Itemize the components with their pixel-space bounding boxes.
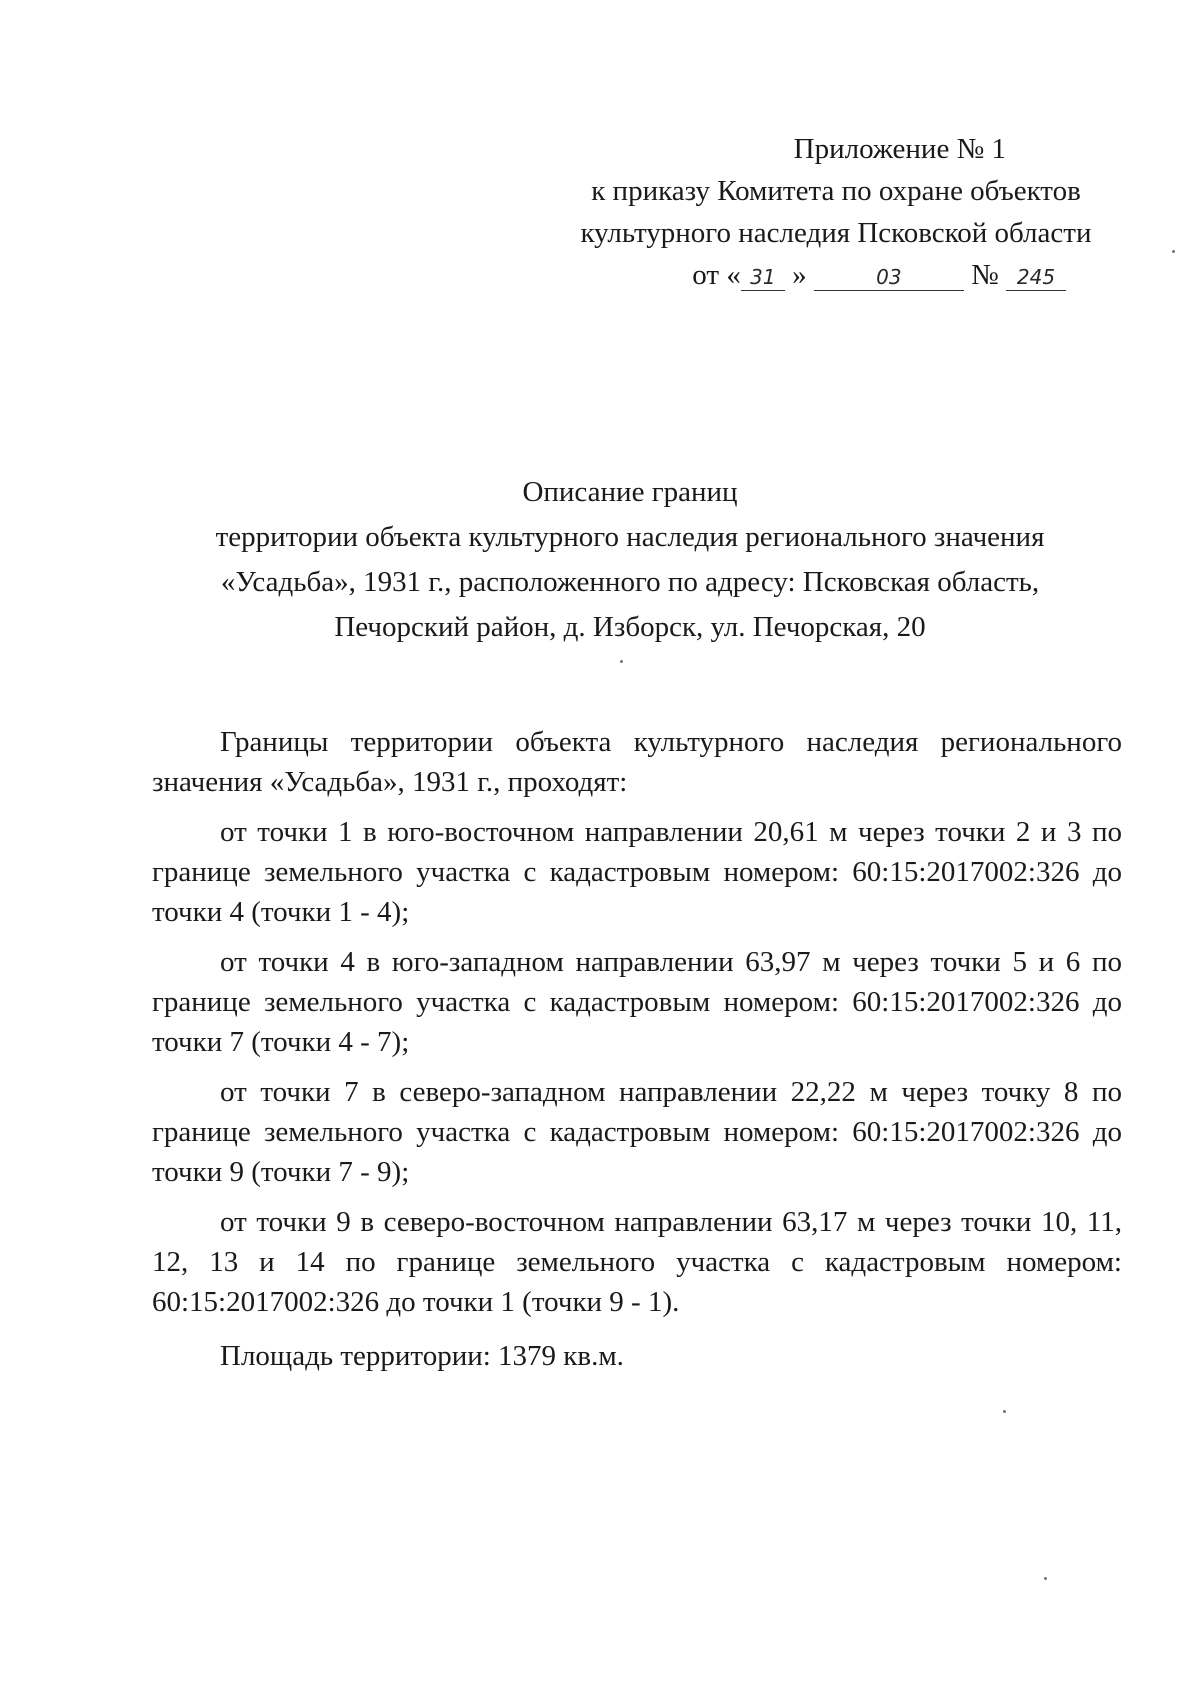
- order-number-handwritten: 245: [1006, 264, 1066, 291]
- title-line-4: Печорский район, д. Изборск, ул. Печорская, 20: [334, 611, 926, 643]
- number-prefix: №: [971, 259, 999, 291]
- date-mid: »: [792, 259, 807, 291]
- document-title: [150, 470, 1110, 650]
- boundary-segment-3: от точки 7 в северо-западном направлении 22,22 м через точку 8 по границе земельного участка с кадастровым номером: 60:15:2017002:326 до точки 9 (точки 7 - 9);: [152, 1076, 1122, 1188]
- document-body: [152, 722, 1122, 1386]
- boundary-segment-1: от точки 1 в юго-восточном направлении 20,61 м через точки 2 и 3 по границе земельного участка с кадастровым номером: 60:15:2017002:326 до точки 4 (точки 1 - 4);: [152, 816, 1122, 928]
- date-day-handwritten: 31: [741, 264, 785, 291]
- appendix-number: Приложение № 1: [793, 133, 1006, 165]
- scan-speck: [620, 660, 623, 663]
- date-month-handwritten: 03: [814, 264, 964, 291]
- title-line-1: Описание границ: [522, 476, 738, 508]
- boundary-segment-4: от точки 9 в северо-восточном направлении 63,17 м через точки 10, 11, 12, 13 и 14 по границе земельного участка с кадастровым номером: 60:15:2017002:326 до точки 1 (точки 9 - 1).: [152, 1206, 1122, 1318]
- order-date-line: [556, 254, 1116, 296]
- scan-speck: [1172, 250, 1175, 253]
- scan-speck: [1003, 1410, 1006, 1413]
- appendix-order-line: к приказу Комитета по охране объектов: [591, 175, 1081, 207]
- appendix-header: [556, 128, 1116, 296]
- intro-paragraph: Границы территории объекта культурного наследия регионального значения «Усадьба», 1931 г., проходят:: [152, 726, 1122, 798]
- appendix-committee-line: культурного наследия Псковской области: [580, 217, 1092, 249]
- title-line-3: «Усадьба», 1931 г., расположенного по адресу: Псковская область,: [220, 566, 1040, 598]
- title-line-2: территории объекта культурного наследия регионального значения: [215, 521, 1045, 553]
- area-paragraph: Площадь территории: 1379 кв.м.: [220, 1340, 624, 1372]
- date-prefix: от «: [692, 259, 741, 291]
- boundary-segment-2: от точки 4 в юго-западном направлении 63,97 м через точки 5 и 6 по границе земельного участка с кадастровым номером: 60:15:2017002:326 до точки 7 (точки 4 - 7);: [152, 946, 1122, 1058]
- scan-speck: [1044, 1577, 1047, 1580]
